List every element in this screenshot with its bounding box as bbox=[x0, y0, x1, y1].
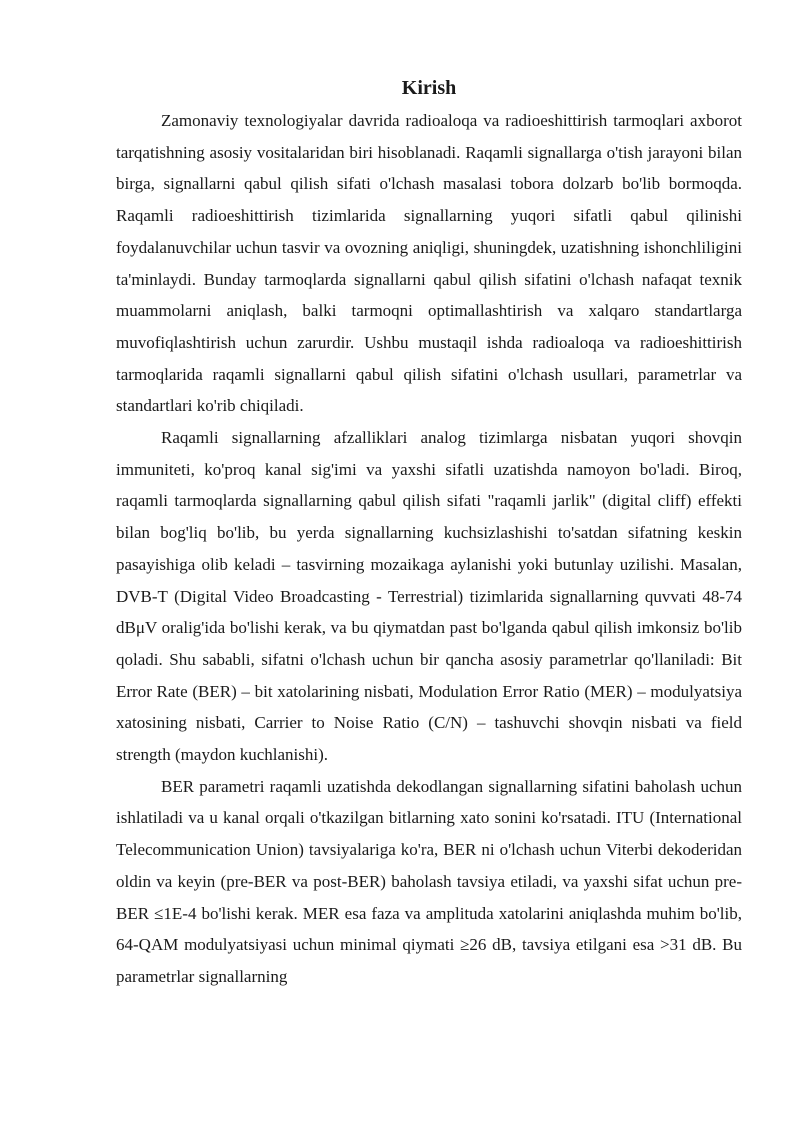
document-body bbox=[116, 74, 742, 993]
paragraph-advantages: Raqamli signallarning afzalliklari analog tizimlarga nisbatan yuqori shovqin immuniteti, ko'proq kanal sig'imi va yaxshi sifatli uzatishda namoyon bo'ladi. Biroq, raqamli tarmoqlarda signallarning qabul qilish sifati "raqamli jarlik" (digital cliff) effekti bilan bog'liq bo'lib, bu yerda signallarning kuchsizlashishi to'satdan sifatning keskin pasayishiga olib keladi – tasvirning mozaikaga aylanishi yoki butunlay uzilishi. Masalan, DVB-T (Digital Video Broadcasting - Terrestrial) tizimlarida signallarning quvvati 48-74 dBμV oralig'ida bo'lishi kerak, va bu qiymatdan past bo'lganda qabul qilish imkonsiz bo'lib qoladi. Shu sababli, sifatni o'lchash uchun bir qancha asosiy parametrlar qo'llaniladi: Bit Error Rate (BER) – bit xatolarining nisbati, Modulation Error Ratio (MER) – modulyatsiya xatosining nisbati, Carrier to Noise Ratio (C/N) – tashuvchi shovqin nisbati va field strength (maydon kuchlanishi). bbox=[116, 428, 742, 765]
paragraph-ber: BER parametri raqamli uzatishda dekodlangan signallarning sifatini baholash uchun ishlatiladi va u kanal orqali o'tkazilgan bitlarning xato sonini ko'rsatadi. ITU (International Telecommunication Union) tavsiyalariga ko'ra, BER ni o'lchash uchun Viterbi dekoderidan oldin va keyin (pre-BER va post-BER) baholash tavsiya etiladi, va yaxshi sifat uchun pre-BER ≤1E-4 bo'lishi kerak. MER esa faza va amplituda xatolarini aniqlashda muhim bo'lib, 64-QAM modulyatsiyasi uchun minimal qiymati ≥26 dB, tavsiya etilgani esa >31 dB. Bu parametrlar signallarning bbox=[116, 776, 742, 986]
paragraph-intro: Zamonaviy texnologiyalar davrida radioaloqa va radioeshittirish tarmoqlari axborot tarqatishning asosiy vositalaridan biri hisoblanadi. Raqamli signallarga o'tish jarayoni bilan birga, signallarni qabul qilish sifati o'lchash masalasi tobora dolzarb bo'lib bormoqda. Raqamli radioeshittirish tizimlarida signallarning yuqori sifatli qabul qilinishi foydalanuvchilar uchun tasvir va ovozning aniqligi, shuningdek, uzatishning ishonchliligini ta'minlaydi. Bunday tarmoqlarda signallarni qabul qilish sifatini o'lchash nafaqat texnik muammolarni aniqlash, balki tarmoqni optimallashtirish va xalqaro standartlarga muvofiqlashtirish uchun zarurdir. Ushbu mustaqil ishda radioaloqa va radioeshittirish tarmoqlarida raqamli signallarni qabul qilish sifatini o'lchash usullari, parametrlar va standartlari ko'rib chiqiladi. bbox=[116, 111, 742, 416]
document-title: Kirish bbox=[401, 77, 457, 99]
